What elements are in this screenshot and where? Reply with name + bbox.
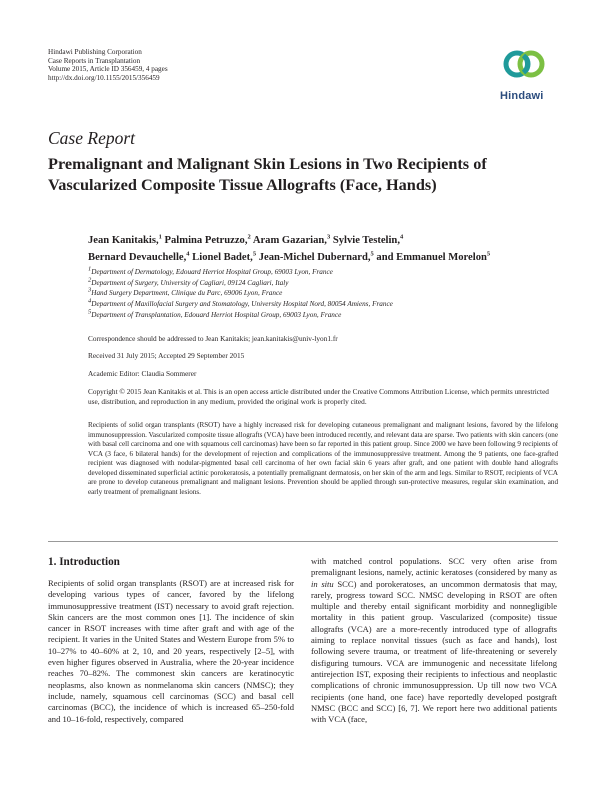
affiliation bbox=[88, 288, 558, 299]
author-name: Jean Kanitakis, bbox=[88, 235, 159, 246]
author-sup: 5 bbox=[252, 250, 257, 258]
affiliation-text: Hand Surgery Department, Clinique du Parc, 69006 Lyon, France bbox=[91, 289, 283, 298]
affiliation-text: Department of Maxillofacial Surgery and Stomatology, University Hospital Nord, 80054 Amiens, France bbox=[91, 300, 393, 309]
author-sup: 3 bbox=[326, 233, 331, 241]
journal-line: Case Reports in Transplantation bbox=[48, 56, 141, 65]
body-column-right bbox=[311, 556, 557, 725]
affiliation-sup: 3 bbox=[88, 287, 92, 295]
author-name: Palmina Petruzzo, bbox=[161, 235, 248, 246]
logo-rings-icon bbox=[493, 46, 555, 90]
author-sup: 4 bbox=[186, 250, 190, 258]
author-sup: 1 bbox=[158, 233, 162, 241]
author-name: and Emmanuel Morelon bbox=[373, 252, 487, 263]
affiliation-list bbox=[88, 267, 558, 321]
author-sup: 4 bbox=[399, 233, 404, 241]
author-name: Sylvie Testelin, bbox=[330, 235, 400, 246]
affiliation bbox=[88, 310, 558, 321]
article-title bbox=[48, 153, 548, 195]
author-name: Jean-Michel Dubernard, bbox=[256, 252, 371, 263]
affiliation-sup: 2 bbox=[88, 276, 92, 284]
author-name: Aram Gazarian, bbox=[250, 235, 327, 246]
author-line bbox=[88, 249, 558, 266]
title-line: Vascularized Composite Tissue Allografts (Face, Hands) bbox=[48, 175, 437, 194]
body-text-italic: in situ bbox=[311, 578, 334, 589]
abstract: Recipients of solid organ transplants (RSOT) have a highly increased risk for developing cutaneous premalignant and malignant lesions, favored by the lifelong immunosuppression. Vascularized composite tissue allografts (VCA) have been introduced recently, and relevant data are sparse. Two patients with skin cancers (one with basal cell carcinoma and one with squamous cell carcinomas) have been so far reported in this patient group. Since 2000 we have been following 9 recipients of VCA (3 face, 6 bilateral hands) for the development of rejection and complications of the immunosuppressive treatment. Among the 9 patients, one face-grafted recipient was diagnosed with nodular-pigmented basal cell carcinoma of her own facial skin 6 years after graft, and one patient with double hand allografts developed disseminated superficial actinic porokeratosis, a potentially premalignant dermatosis, on her skin of the arm and legs. Similar to RSOT, recipients of VCA are prone to develop cutaneous premalignant and malignant lesions. Prevention should be applied through sun-protective measures, regular skin examination, and early treatment of premalignant lesions. bbox=[88, 421, 558, 496]
body-text: with matched control populations. SCC very often arise from premalignant lesions, namely, actinic keratoses (considered by many as bbox=[311, 556, 557, 578]
affiliation bbox=[88, 267, 558, 278]
affiliation bbox=[88, 278, 558, 289]
author-line bbox=[88, 232, 558, 249]
body-text: SCC) and porokeratoses, an uncommon dermatosis that may, rarely, progress toward SCC. NMSC developing in RSOT are often multiple and thereby entail significant morbidity and nonnegligible mortality in this patient group. Vascularized (composite) tissue allografts (VCA) are a more-recently introduced type of allografts aiming to replace nonvital tissues (such as face and hands), lost following severe trauma, or treatment of life-threatening or severely disfiguring tumours. VCA are immunogenic and necessitate lifelong antirejection IST, exposing their recipients to infectious and neoplastic complications of chronic immunosuppression. Up till now two VCA recipients (one hand, one face) have reportedly developed postgraft NMSC (BCC and SCC) [6, 7]. We report here two additional patients with VCA (face, bbox=[311, 578, 557, 725]
author-sup: 5 bbox=[486, 250, 491, 258]
author-name: Lionel Badet, bbox=[189, 252, 253, 263]
received-accepted-dates: Received 31 July 2015; Accepted 29 September 2015 bbox=[88, 351, 245, 360]
affiliation-text: Department of Dermatology, Edouard Herriot Hospital Group, 69003 Lyon, France bbox=[91, 268, 333, 276]
logo-wordmark: Hindawi bbox=[500, 90, 544, 102]
divider bbox=[48, 541, 558, 542]
affiliation-sup: 4 bbox=[88, 297, 92, 305]
author-list bbox=[88, 232, 558, 266]
author-name: Bernard Devauchelle, bbox=[88, 252, 187, 263]
hindawi-logo bbox=[493, 46, 555, 104]
title-line: Premalignant and Malignant Skin Lesions in Two Recipients of bbox=[48, 154, 487, 173]
journal-header bbox=[48, 48, 168, 82]
author-sup: 5 bbox=[370, 250, 374, 258]
affiliation-text: Department of Transplantation, Edouard Herriot Hospital Group, 69003 Lyon, France bbox=[91, 310, 342, 319]
affiliation-text: Department of Surgery, University of Cagliari, 09124 Cagliari, Italy bbox=[91, 278, 289, 287]
affiliation-sup: 1 bbox=[88, 265, 92, 273]
section-heading: 1. Introduction bbox=[48, 556, 120, 568]
correspondence: Correspondence should be addressed to Jean Kanitakis; jean.kanitakis@univ-lyon1.fr bbox=[88, 334, 338, 343]
copyright-notice: Copyright © 2015 Jean Kanitakis et al. This is an open access article distributed under the Creative Commons Attribution License, which permits unrestricted use, distribution, and reproduction in any medium, provided the original work is properly cited. bbox=[88, 387, 549, 406]
volume-line: Volume 2015, Article ID 356459, 4 pages bbox=[48, 65, 168, 74]
academic-editor: Academic Editor: Claudia Sommerer bbox=[88, 369, 197, 378]
author-sup: 2 bbox=[247, 233, 251, 241]
affiliation bbox=[88, 299, 558, 310]
doi-link[interactable]: http://dx.doi.org/10.1155/2015/356459 bbox=[48, 73, 160, 82]
article-type: Case Report bbox=[48, 128, 136, 148]
body-column-left: Recipients of solid organ transplants (RSOT) are at increased risk for developing various types of cancer, favored by the lifelong immunosuppressive treatment (IST) necessary to avoid graft rejection. Skin cancers are the most common ones [1]. The incidence of skin cancer in RSOT increases with time after graft and with age of the recipient. It varies in the United States and Western Europe from 5% to 10–27% to 40–60% at 2, 10, and 20 years, respectively [2–5], with even higher figures observed in Australia, where the 20-year incidence reaches 70–82%. The commonest skin cancers are keratinocytic neoplasms, also known as nonmelanoma skin cancers (NMSC); they include, namely, squamous cell carcinomas (SCC) and basal cell carcinomas (BCC), the incidence of which is increased 65–250-fold and 10–16-fold, respectively, compared bbox=[48, 578, 294, 724]
publisher-line: Hindawi Publishing Corporation bbox=[48, 48, 142, 56]
affiliation-sup: 5 bbox=[88, 308, 92, 316]
